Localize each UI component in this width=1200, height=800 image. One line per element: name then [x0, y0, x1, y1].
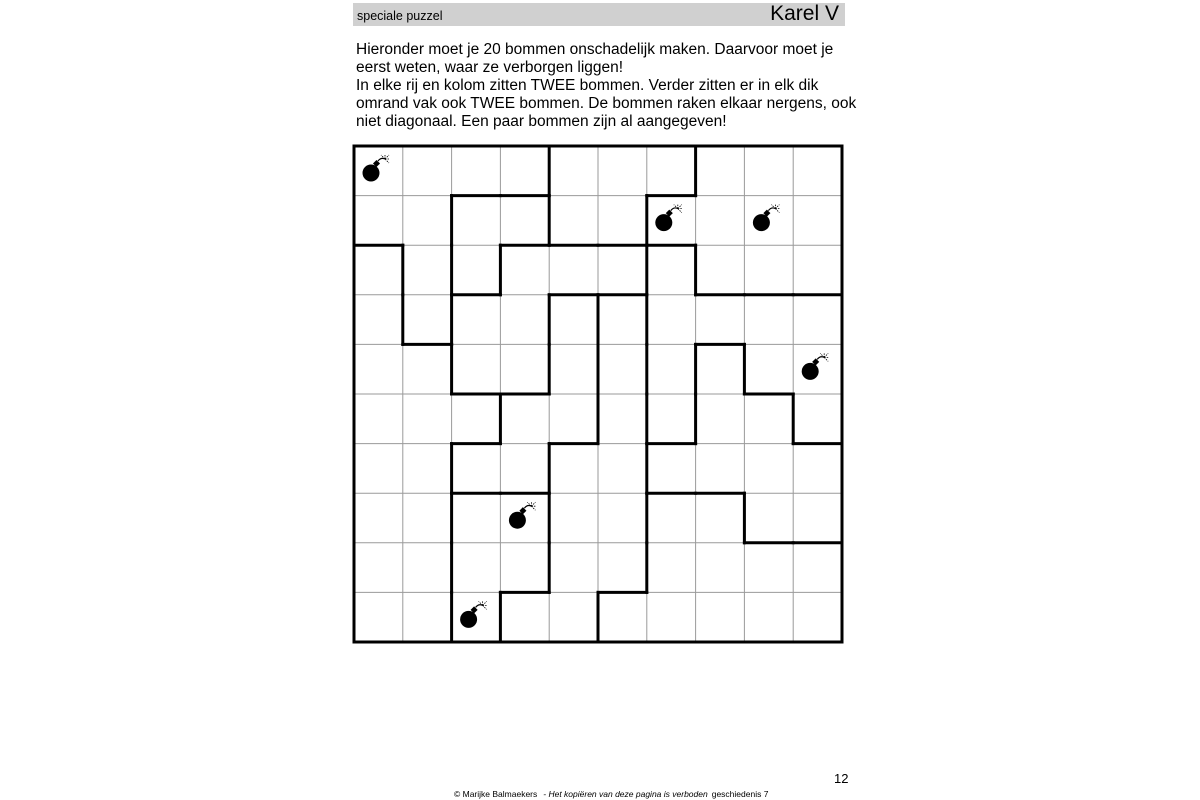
grid-cell [549, 493, 598, 543]
grid-cell [403, 146, 452, 196]
puzzle-grid-svg [352, 144, 844, 644]
grid-cell [793, 394, 842, 444]
grid-cell [793, 295, 842, 345]
page-title: Karel V [770, 2, 839, 25]
grid-cell [549, 444, 598, 494]
grid-cell [403, 444, 452, 494]
grid-cell [549, 592, 598, 642]
grid-cell [549, 394, 598, 444]
grid-cell [452, 295, 501, 345]
grid-cell [696, 344, 745, 394]
grid-cell [354, 344, 403, 394]
category-label: speciale puzzel [357, 9, 443, 23]
grid-cell [598, 444, 647, 494]
grid-cell [354, 543, 403, 593]
grid-cell [354, 394, 403, 444]
grid-cell [744, 295, 793, 345]
footer [454, 789, 768, 799]
instruction-line: niet diagonaal. Een paar bommen zijn al aangegeven! [356, 113, 727, 130]
instructions-text [356, 41, 856, 131]
grid-cell [696, 196, 745, 246]
grid-cell [598, 344, 647, 394]
grid-cell [403, 196, 452, 246]
grid-cell [452, 245, 501, 295]
grid-cell [647, 444, 696, 494]
grid-cell [549, 295, 598, 345]
grid-cell [452, 444, 501, 494]
grid-cell [500, 394, 549, 444]
instruction-line: In elke rij en kolom zitten TWEE bommen. Verder zitten er in elk dik [356, 77, 819, 94]
grid-cell [549, 543, 598, 593]
grid-cell [744, 592, 793, 642]
grid-cell [452, 196, 501, 246]
grid-cell [647, 592, 696, 642]
copy-notice: - Het kopiëren van deze pagina is verboden [543, 789, 708, 799]
grid-cell [696, 146, 745, 196]
grid-cell [793, 146, 842, 196]
grid-cell [647, 394, 696, 444]
grid-cell [598, 245, 647, 295]
grid-cell [598, 592, 647, 642]
grid-cell [744, 444, 793, 494]
instruction-line: Hieronder moet je 20 bommen onschadelijk maken. Daarvoor moet je [356, 41, 834, 58]
grid-cell [403, 543, 452, 593]
grid-cell [647, 344, 696, 394]
header-bar [353, 3, 845, 26]
page-number: 12 [834, 771, 849, 786]
grid-cell [744, 344, 793, 394]
instruction-line: omrand vak ook TWEE bommen. De bommen raken elkaar nergens, ook [356, 95, 857, 112]
grid-cell [500, 146, 549, 196]
grid-cell [647, 295, 696, 345]
grid-cell [696, 444, 745, 494]
copyright-text: © Marijke Balmaekers [454, 789, 538, 799]
grid-cell [452, 493, 501, 543]
grid-cell [744, 493, 793, 543]
subject-label: geschiedenis 7 [711, 789, 769, 799]
grid-cell [793, 196, 842, 246]
grid-cell [354, 196, 403, 246]
grid-cell [793, 245, 842, 295]
grid-cell [598, 295, 647, 345]
grid-cell [403, 245, 452, 295]
grid-cell [403, 592, 452, 642]
grid-cell [403, 344, 452, 394]
grid-cell [696, 493, 745, 543]
grid-cell [354, 592, 403, 642]
grid-cell [500, 196, 549, 246]
grid-cell [696, 295, 745, 345]
grid-cell [744, 543, 793, 593]
grid-cell [452, 146, 501, 196]
grid-cell [403, 493, 452, 543]
grid-cell [549, 344, 598, 394]
grid-cell [744, 394, 793, 444]
grid-cell [647, 146, 696, 196]
grid-cell [403, 295, 452, 345]
grid-cell [598, 146, 647, 196]
grid-cell [744, 146, 793, 196]
grid-cell [647, 493, 696, 543]
grid-cell [403, 394, 452, 444]
grid-cell [696, 245, 745, 295]
grid-cell [598, 493, 647, 543]
grid-cell [549, 196, 598, 246]
grid-cell [647, 543, 696, 593]
grid-cell [549, 245, 598, 295]
grid-cell [500, 543, 549, 593]
grid-cell [500, 245, 549, 295]
grid-cell [354, 245, 403, 295]
grid-cell [452, 543, 501, 593]
grid-cell [793, 592, 842, 642]
grid-cell [354, 295, 403, 345]
grid-cell [744, 245, 793, 295]
grid-cell [354, 444, 403, 494]
instruction-line: eerst weten, waar ze verborgen liggen! [356, 59, 624, 76]
grid-cell [598, 394, 647, 444]
grid-cell [452, 394, 501, 444]
grid-cell [598, 543, 647, 593]
grid-cell [500, 344, 549, 394]
grid-cell [500, 295, 549, 345]
grid-cell [793, 543, 842, 593]
grid-cell [647, 245, 696, 295]
grid-cell [354, 493, 403, 543]
grid-cell [598, 196, 647, 246]
grid-cell [500, 444, 549, 494]
grid-cell [793, 493, 842, 543]
puzzle-grid [352, 144, 844, 644]
grid-cell [696, 592, 745, 642]
grid-cell [500, 592, 549, 642]
grid-cell [452, 344, 501, 394]
grid-cell [793, 444, 842, 494]
grid-cell [696, 394, 745, 444]
grid-cell [549, 146, 598, 196]
grid-cell [696, 543, 745, 593]
